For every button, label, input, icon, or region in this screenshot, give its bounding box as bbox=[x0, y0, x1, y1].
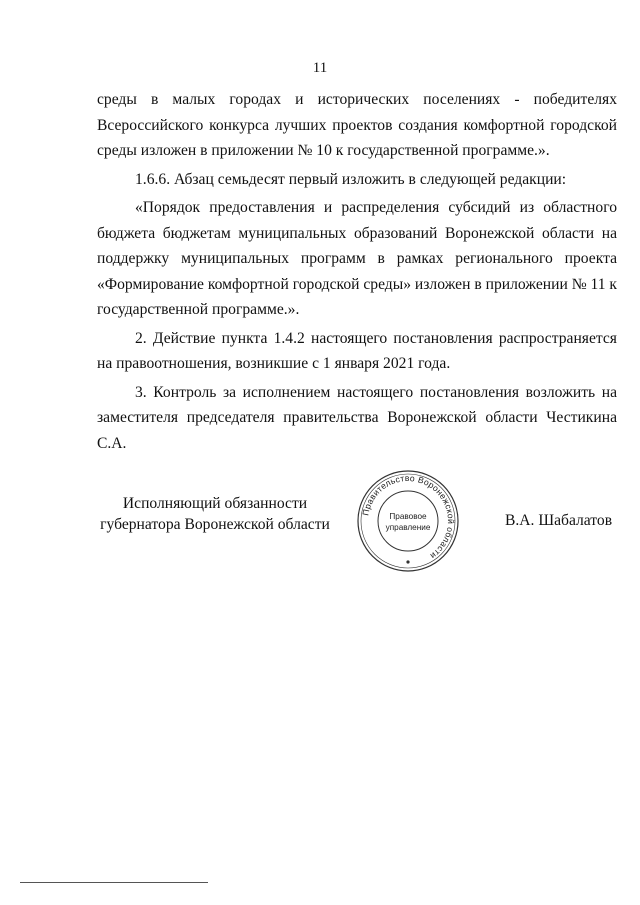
signer-role-line-1: Исполняющий обязанности bbox=[122, 495, 308, 512]
signer-role-line-2: губернатора Воронежской области bbox=[100, 516, 330, 533]
paragraph-clause-3: 3. Контроль за исполнением настоящего постановления возложить на заместителя председателя правительства Воронежской области Честикина С.А. bbox=[97, 383, 617, 452]
paragraph-continuation: среды в малых городах и исторических поселениях - победителях Всероссийского конкурса лучших проектов создания комфортной городской среды изложен в приложении № 10 к государственной программе.». bbox=[97, 91, 617, 159]
seal-dot-icon bbox=[406, 560, 409, 563]
signer-name: В.А. Шабалатов bbox=[505, 512, 613, 529]
paragraph-clause-2: 2. Действие пункта 1.4.2 настоящего постановления распространяется на правоотношения, возникшие с 1 января 2021 года. bbox=[97, 329, 617, 372]
footer-rule bbox=[20, 882, 208, 883]
page-number: 11 bbox=[312, 60, 328, 76]
seal-ring-text: Правительство Воронежской области bbox=[360, 472, 457, 562]
seal-center-line-1: Правовое bbox=[389, 512, 427, 521]
document-body bbox=[97, 87, 617, 456]
official-seal-stamp bbox=[354, 467, 462, 575]
signer-role bbox=[100, 493, 330, 535]
seal-center-line-2: управление bbox=[385, 523, 431, 532]
paragraph-quoted-procedure: «Порядок предоставления и распределения субсидий из областного бюджета бюджетам муниципальных образований Воронежской области на поддержку муниципальных программ в рамках регионального проекта «Формирование комфортной городской среды» изложен в приложении № 11 к государственной программе.». bbox=[97, 199, 617, 318]
paragraph-amendment-1-6-6: 1.6.6. Абзац семьдесят первый изложить в следующей редакции: bbox=[135, 170, 567, 188]
